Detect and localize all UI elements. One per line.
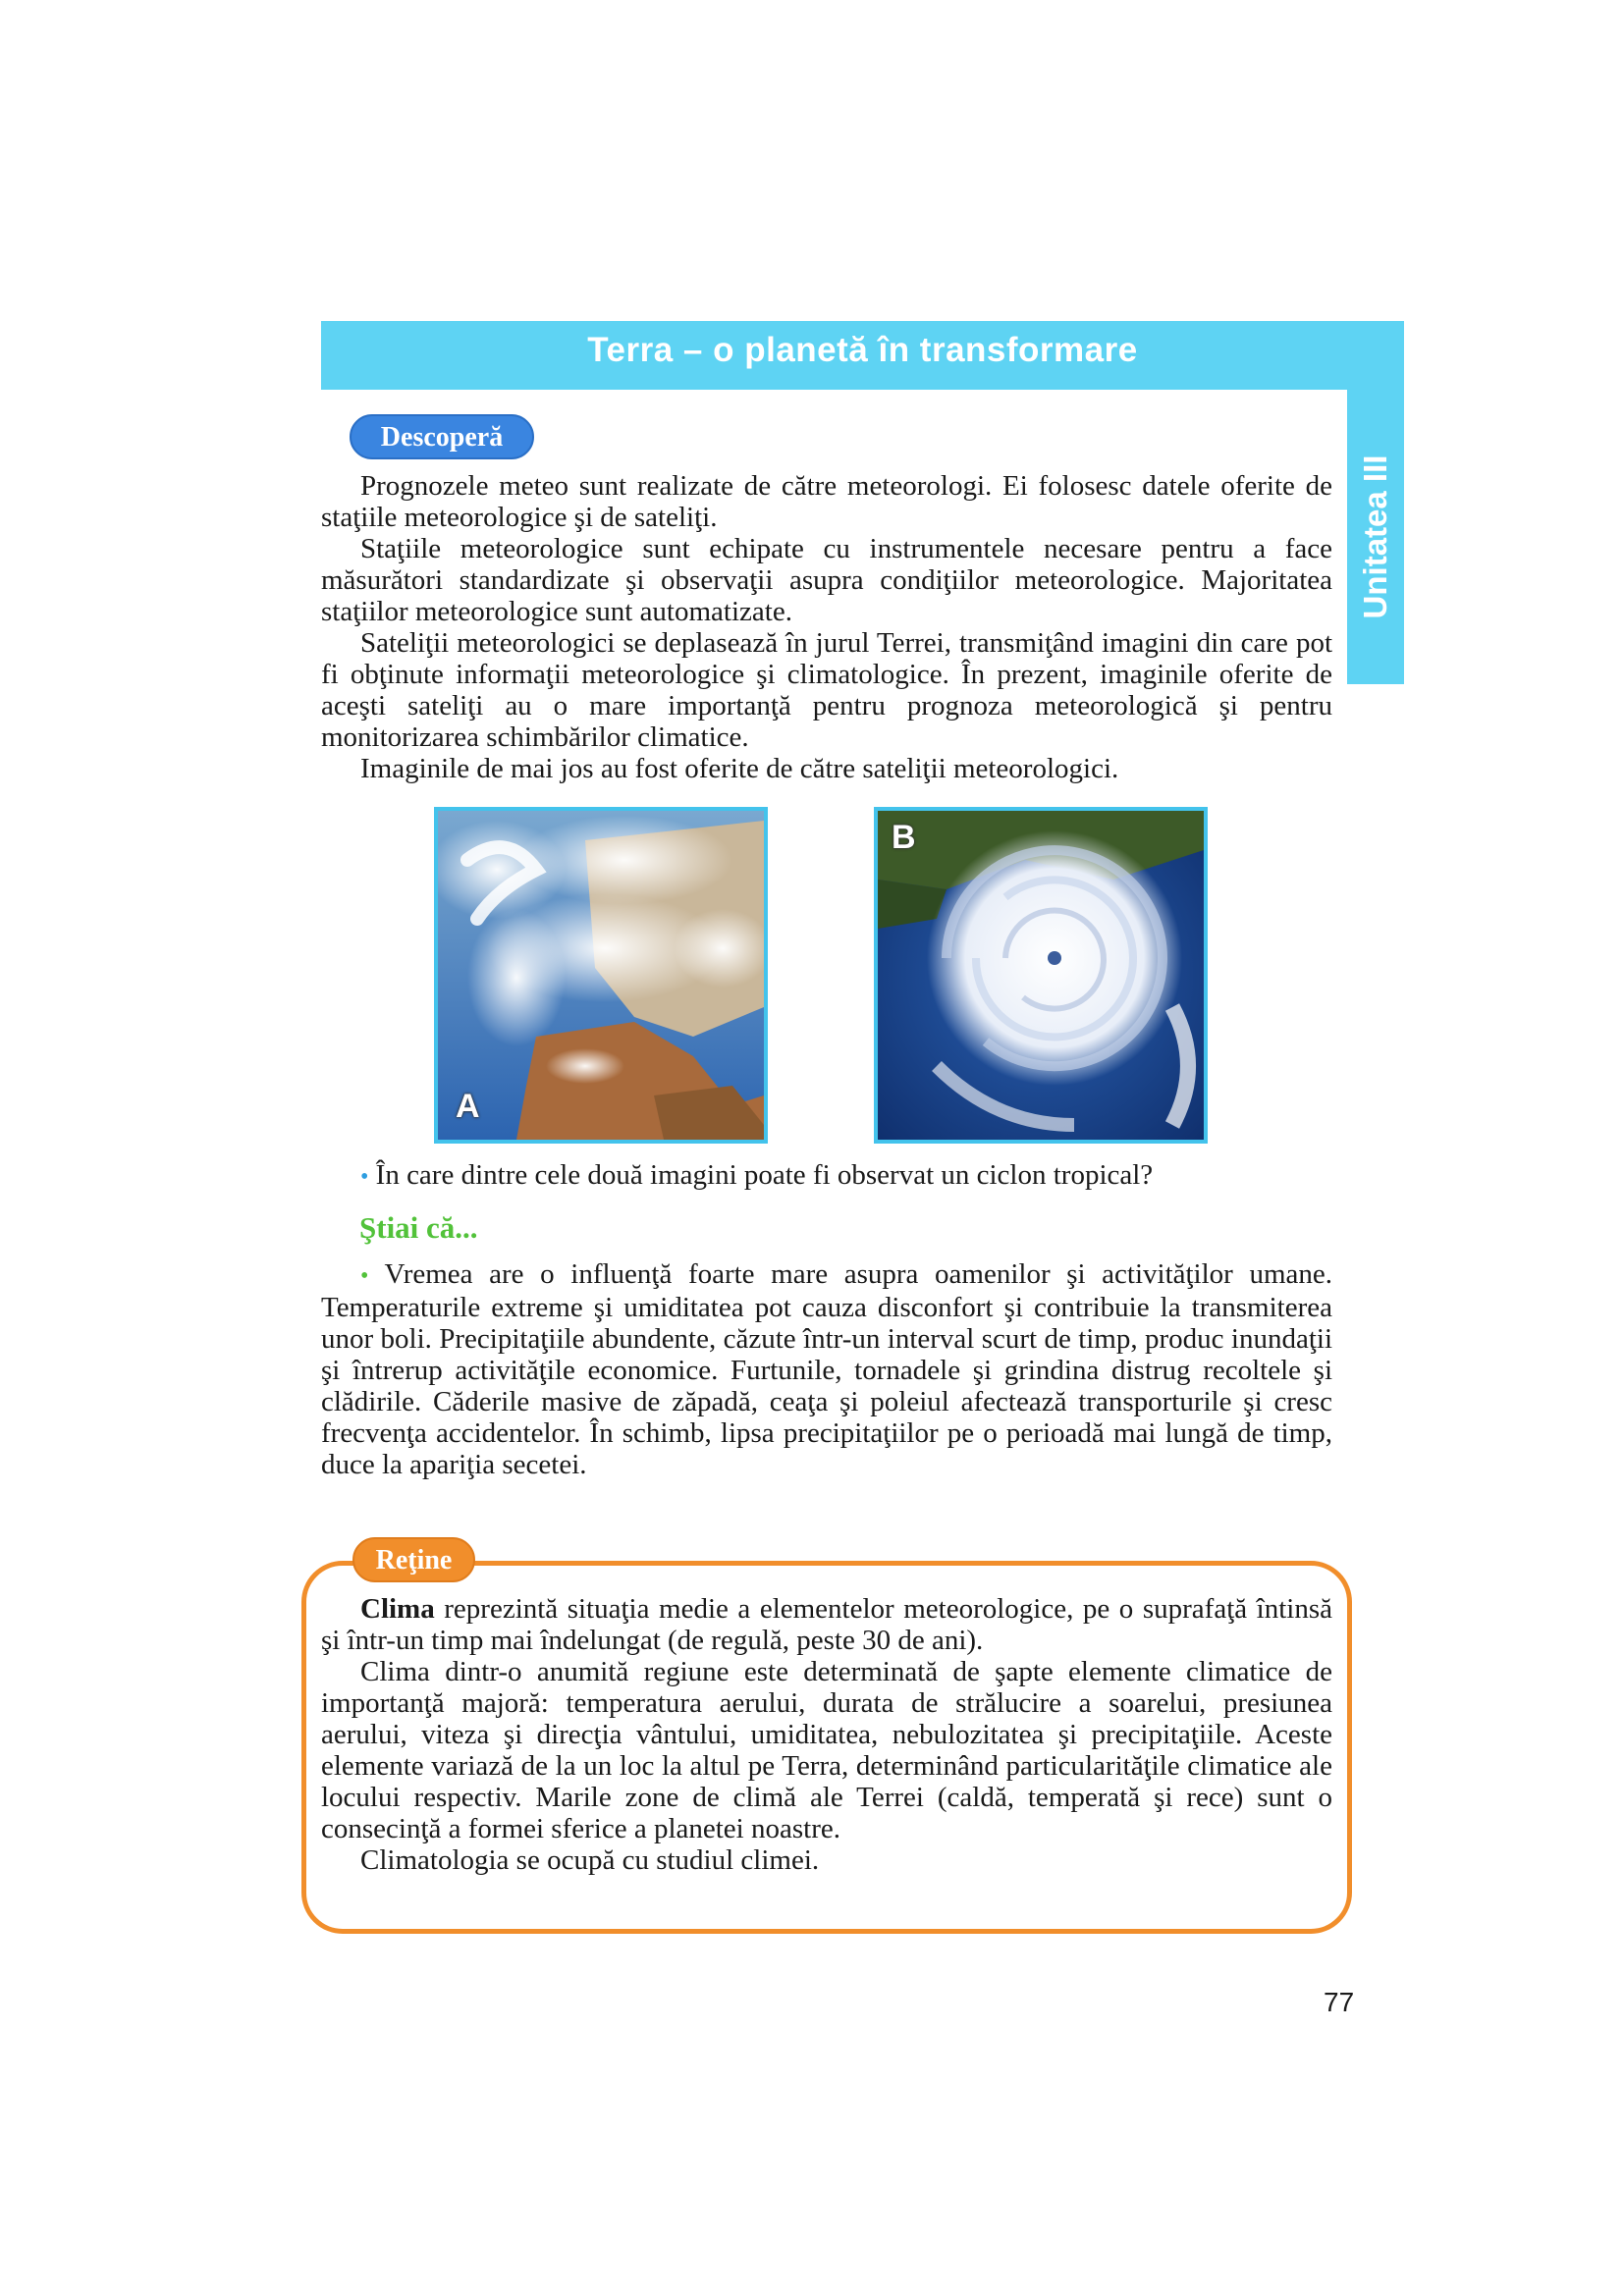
question-text: În care dintre cele două imagini poate fi observat un ciclon tropical?: [375, 1159, 1154, 1191]
did-you-know-section: [321, 1258, 1332, 1480]
did-you-know-heading: Ştiai că...: [359, 1210, 478, 1245]
europe-satellite-picture: [438, 811, 764, 1140]
remember-term: Clima: [360, 1593, 435, 1625]
chapter-header: [321, 321, 1404, 390]
remember-paragraph: Climatologia se ocupă cu studiul climei.: [360, 1844, 820, 1876]
remember-definition: [321, 1593, 1332, 1656]
discover-paragraph: Imaginile de mai jos au fost oferite de către sateliţii meteorologici.: [360, 753, 1119, 784]
did-you-know-text: Vremea are o influenţă foarte mare asupra oamenilor şi activităţilor umane. Temperaturile extreme şi umiditatea pot cauza disconfort şi contribuie la transmiterea unor boli. Precipitaţiile abundente, căzute într-un interval scurt de timp, produc inundaţii şi întrerup activităţile economice. Furtunile, tornadele şi grindina distrug recoltele şi clădirile. Căderile masive de zăpadă, ceaţa şi poleiul afectează transporturile şi cresc frecvenţa accidentelor. În schimb, lipsa precipitaţiilor pe o perioadă mai lungă de timp, duce la apariţia secetei.: [321, 1258, 1332, 1480]
chapter-title: Terra – o planetă în transformare: [587, 331, 1138, 369]
question: [360, 1159, 1153, 1193]
remember-label: Reţine: [352, 1537, 475, 1582]
did-you-know-paragraph: [321, 1258, 1332, 1480]
discover-label: Descoperă: [350, 414, 534, 459]
satellite-image-a: [434, 807, 768, 1144]
page-number: 77: [1324, 1987, 1355, 2017]
discover-section: [321, 470, 1332, 784]
unit-label: Unitatea III: [1357, 454, 1393, 619]
remember-definition-text: reprezintă situaţia medie a elementelor meteorologice, pe o suprafaţă întinsă şi într-un timp mai îndelungat (de regulă, peste 30 de ani).: [321, 1593, 1332, 1656]
question-bullet: •: [360, 1164, 369, 1190]
remember-section: [321, 1593, 1332, 1876]
hurricane-satellite-picture: [878, 811, 1204, 1140]
image-letter-a: A: [456, 1088, 480, 1125]
discover-paragraph: Prognozele meteo sunt realizate de către meteorologi. Ei folosesc datele oferite de staţiile meteorologice şi de sateliţi.: [321, 470, 1332, 533]
image-letter-b: B: [892, 819, 916, 856]
unit-side-tab: [1347, 390, 1404, 684]
discover-paragraph: Sateliţii meteorologici se deplasează în jurul Terrei, transmiţând imagini din care pot fi obţinute informaţii meteorologice şi climatologice. În prezent, imaginile oferite de aceşti sateliţi au o mare importanţă pentru prognoza meteorologică şi pentru monitorizarea schimbărilor climatice.: [321, 627, 1332, 753]
remember-paragraph: Clima dintr-o anumită regiune este determinată de şapte elemente climatice de importanţă majoră: temperatura aerului, durata de strălucire a soarelui, presiunea aerului, viteza şi direcţia vântului, umiditatea, nebulozitatea şi precipitaţiile. Aceste elemente variază de la un loc la altul pe Terra, determinând particularităţile climatice ale locului respectiv. Marile zone de climă ale Terrei (caldă, temperată şi rece) sunt o consecinţă a formei sferice a planetei noastre.: [321, 1656, 1332, 1844]
discover-paragraph: Staţiile meteorologice sunt echipate cu instrumentele necesare pentru a face măsurători standardizate şi observaţii asupra condiţiilor meteorologice. Majoritatea staţiilor meteorologice sunt automatizate.: [321, 533, 1332, 627]
satellite-image-b: [874, 807, 1208, 1144]
did-you-know-bullet: •: [360, 1263, 369, 1289]
